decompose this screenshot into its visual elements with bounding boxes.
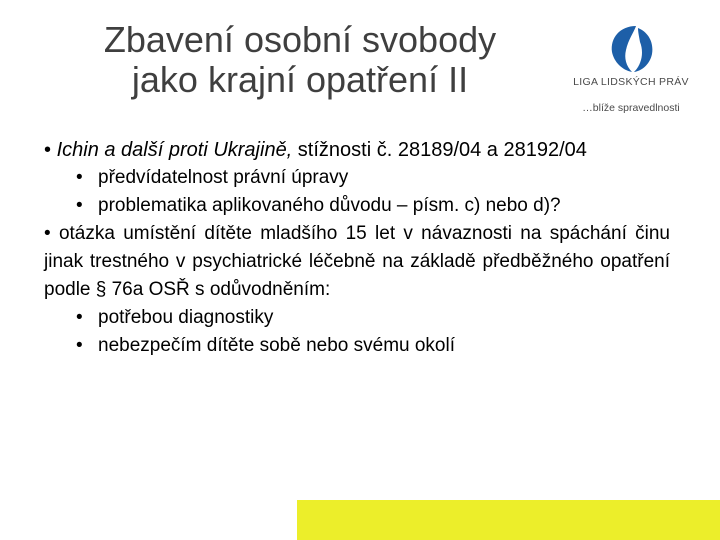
sub-list-item-text: nebezpečím dítěte sobě nebo svému okolí [98, 335, 456, 356]
sub-list-item-text: problematika aplikovaného důvodu – písm. c) nebo d)? [98, 195, 561, 216]
bullet-icon: • [76, 167, 83, 188]
sub-list-item-text: předvídatelnost právní úpravy [98, 167, 349, 188]
bullet-icon: • [44, 223, 51, 244]
organization-logo [566, 22, 696, 118]
bullet-icon: • [76, 307, 83, 328]
liga-logo-icon [606, 22, 656, 74]
list-item-text: otázka umístění dítěte mladšího 15 let v návaznosti na spáchání činu jinak trestného v psychiatrické léčebně na základě předběžného opatření podle § 76a OSŘ s odůvodněním: [44, 223, 670, 300]
slide-title-line-1: Zbavení osobní svobody [103, 19, 497, 60]
slide-body [44, 136, 670, 360]
logo-name: LIGA LIDSKÝCH PRÁV [573, 76, 689, 88]
sub-list-item-text: potřebou diagnostiky [98, 307, 274, 328]
sub-list-item [44, 332, 670, 360]
accent-bar [297, 500, 720, 540]
sub-list-item [44, 304, 670, 332]
bullet-icon: • [76, 335, 83, 356]
case-reference: stížnosti č. 28189/04 a 28192/04 [292, 139, 587, 161]
list-item [44, 220, 670, 304]
logo-motto: …blíže spravedlnosti [582, 102, 680, 114]
slide-title-line-2: jako krajní opatření II [131, 59, 469, 100]
sub-list-item [44, 192, 670, 220]
bullet-icon: • [44, 139, 52, 161]
case-name: Ichin a další proti Ukrajině, [56, 139, 293, 161]
bullet-icon: • [76, 195, 83, 216]
sub-list-item [44, 164, 670, 192]
slide-title [60, 20, 540, 100]
list-item [44, 136, 670, 164]
